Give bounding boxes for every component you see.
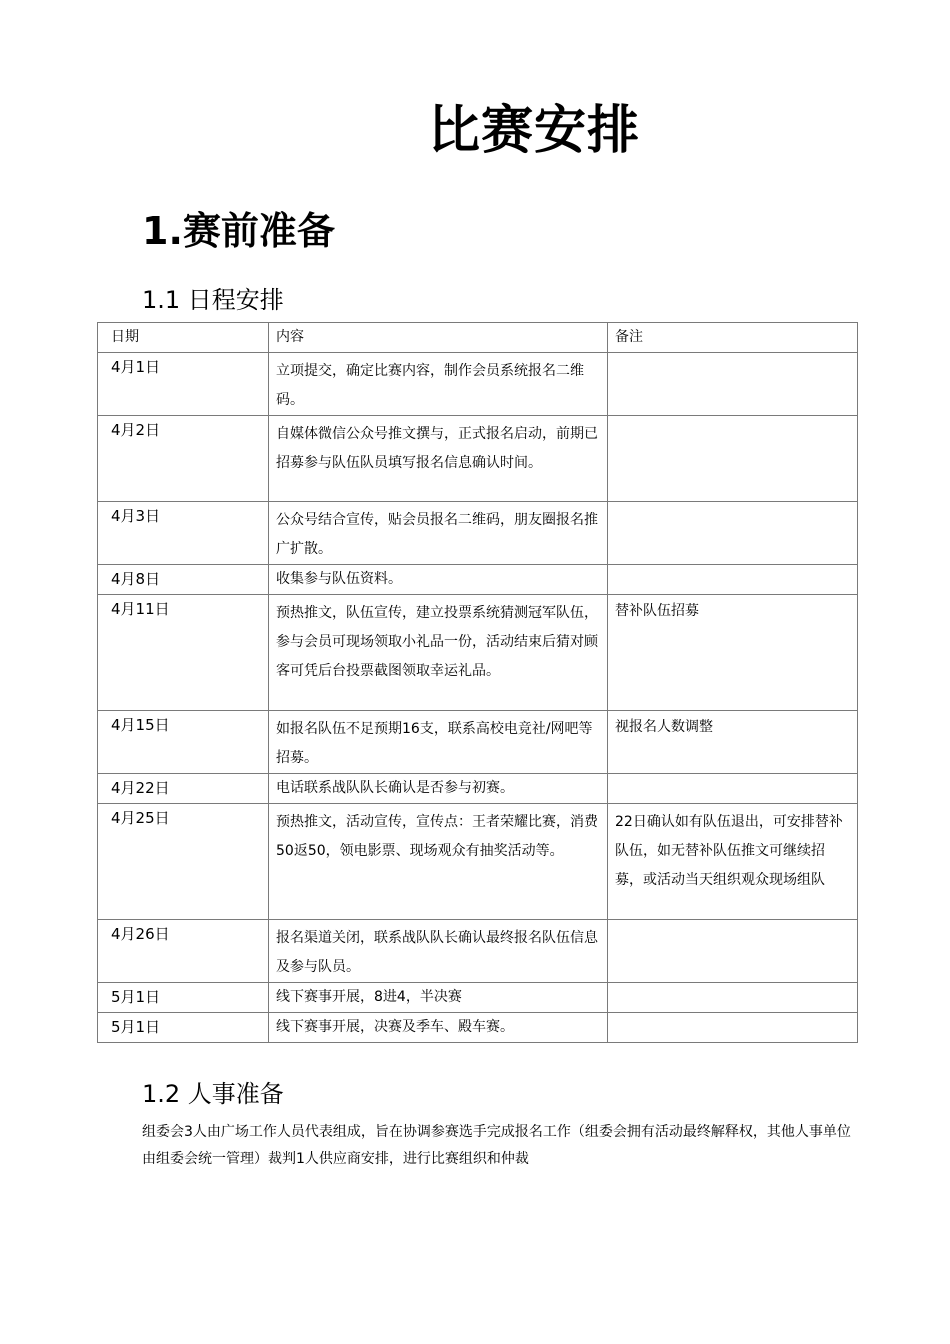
column-header-date: 日期 bbox=[98, 323, 269, 353]
table-row bbox=[98, 353, 858, 416]
row-note: 替补队伍招募 bbox=[608, 595, 858, 711]
row-note bbox=[608, 353, 858, 416]
row-content: 电话联系战队队长确认是否参与初赛。 bbox=[269, 774, 608, 804]
row-content: 立项提交，确定比赛内容，制作会员系统报名二维码。 bbox=[269, 353, 608, 416]
row-date: 4月25日 bbox=[98, 804, 269, 920]
row-date: 5月1日 bbox=[98, 983, 269, 1013]
row-note bbox=[608, 502, 858, 565]
table-row bbox=[98, 983, 858, 1013]
table-row bbox=[98, 920, 858, 983]
row-note bbox=[608, 565, 858, 595]
table-row bbox=[98, 711, 858, 774]
row-date: 4月3日 bbox=[98, 502, 269, 565]
table-row bbox=[98, 416, 858, 502]
row-date: 4月26日 bbox=[98, 920, 269, 983]
row-note: 视报名人数调整 bbox=[608, 711, 858, 774]
page-title: 比赛安排 bbox=[428, 101, 641, 161]
row-content: 线下赛事开展，8进4，半决赛 bbox=[269, 983, 608, 1013]
row-content: 报名渠道关闭，联系战队队长确认最终报名队伍信息及参与队员。 bbox=[269, 920, 608, 983]
table-row bbox=[98, 595, 858, 711]
row-date: 4月11日 bbox=[98, 595, 269, 711]
section-heading-prematch: 1.赛前准备 bbox=[142, 209, 335, 253]
row-content: 预热推文，队伍宣传，建立投票系统猜测冠军队伍，参与会员可现场领取小礼品一份，活动结束后猜对顾客可凭后台投票截图领取幸运礼品。 bbox=[269, 595, 608, 711]
table-row bbox=[98, 565, 858, 595]
column-header-content: 内容 bbox=[269, 323, 608, 353]
schedule-table bbox=[97, 322, 858, 1043]
subsection-heading-personnel: 1.2 人事准备 bbox=[142, 1080, 284, 1108]
row-note: 22日确认如有队伍退出，可安排替补队伍，如无替补队伍推文可继续招募，或活动当天组织观众现场组队 bbox=[608, 804, 858, 920]
table-row bbox=[98, 774, 858, 804]
row-date: 4月22日 bbox=[98, 774, 269, 804]
row-note bbox=[608, 983, 858, 1013]
row-content: 自媒体微信公众号推文撰与，正式报名启动，前期已招募参与队伍队员填写报名信息确认时间。 bbox=[269, 416, 608, 502]
row-date: 4月2日 bbox=[98, 416, 269, 502]
row-content: 预热推文，活动宣传，宣传点：王者荣耀比赛，消费50返50，领电影票、现场观众有抽奖活动等。 bbox=[269, 804, 608, 920]
personnel-paragraph: 组委会3人由广场工作人员代表组成，旨在协调参赛选手完成报名工作（组委会拥有活动最终解释权，其他人事单位由组委会统一管理）裁判1人供应商安排，进行比赛组织和仲裁 bbox=[142, 1124, 851, 1167]
row-note bbox=[608, 920, 858, 983]
row-date: 4月8日 bbox=[98, 565, 269, 595]
column-header-note: 备注 bbox=[608, 323, 858, 353]
row-note bbox=[608, 774, 858, 804]
row-content: 公众号结合宣传，贴会员报名二维码，朋友圈报名推广扩散。 bbox=[269, 502, 608, 565]
subsection-heading-schedule: 1.1 日程安排 bbox=[142, 286, 284, 314]
table-row bbox=[98, 804, 858, 920]
row-content: 线下赛事开展，决赛及季车、殿车赛。 bbox=[269, 1013, 608, 1043]
row-date: 4月1日 bbox=[98, 353, 269, 416]
row-note bbox=[608, 1013, 858, 1043]
row-date: 4月15日 bbox=[98, 711, 269, 774]
table-header-row bbox=[98, 323, 858, 353]
row-note bbox=[608, 416, 858, 502]
row-date: 5月1日 bbox=[98, 1013, 269, 1043]
row-content: 收集参与队伍资料。 bbox=[269, 565, 608, 595]
table-row bbox=[98, 1013, 858, 1043]
table-row bbox=[98, 502, 858, 565]
row-content: 如报名队伍不足预期16支，联系高校电竞社/网吧等招募。 bbox=[269, 711, 608, 774]
